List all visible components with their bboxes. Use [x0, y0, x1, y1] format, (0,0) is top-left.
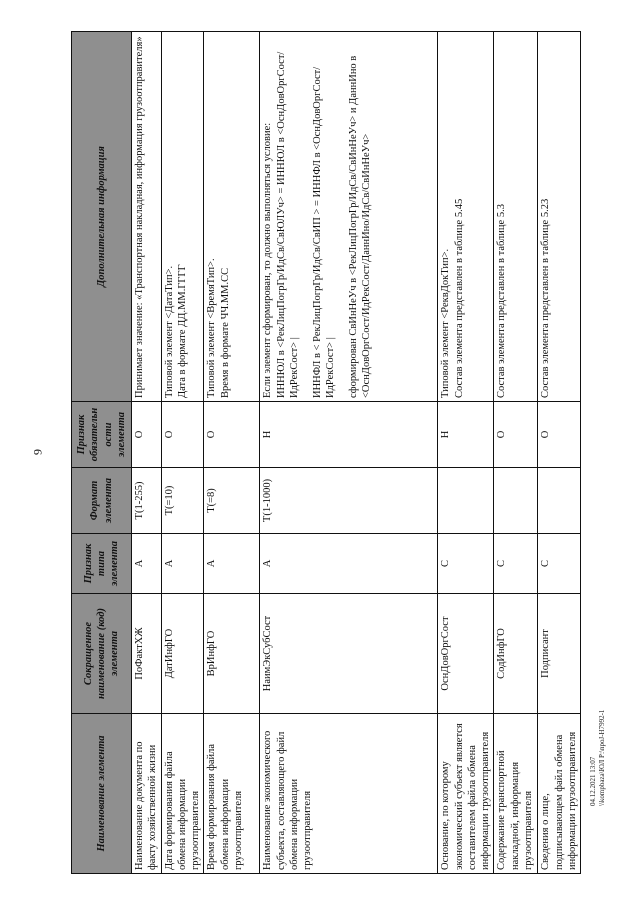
info-line: сформирован СвИнНеУч в <РекЛицПогрГр/ИдСв/СвИнНеУч> и ДаннИно в <ОснДовОргСост/ИдРекСост/ДаннИно/ИдСв/СвИнНеУч>: [348, 55, 373, 398]
info-line: Принимает значение: «Транспортная накладная, информация грузоотправителя»: [134, 36, 145, 398]
cell-format: T(1-255): [132, 468, 162, 534]
table-row: [260, 32, 438, 874]
cell-format: T(1-1000): [260, 468, 438, 534]
cell-info: [494, 32, 538, 402]
table-row: [204, 32, 260, 874]
cell-name: Время формирования файла обмена информации грузоотправителя: [204, 714, 260, 874]
cell-info: [260, 32, 438, 402]
cell-info: [438, 32, 494, 402]
table-row: [494, 32, 538, 874]
cell-name: Дата формирования файла обмена информации грузоотправителя: [162, 714, 204, 874]
cell-type: А: [162, 534, 204, 594]
table-row: [438, 32, 494, 874]
cell-type: А: [204, 534, 260, 594]
page-number: 9: [30, 449, 45, 455]
info-line: Типовой элемент <ДатаТип>.: [164, 265, 175, 398]
table-row: [162, 32, 204, 874]
cell-required: О: [162, 402, 204, 468]
info-line: Состав элемента представлен в таблице 5.3: [496, 204, 508, 398]
cell-type: А: [132, 534, 162, 594]
header-required: Признак обязательности элемента: [72, 402, 132, 468]
cell-required: О: [538, 402, 580, 468]
footer-timestamp: 04.12.2021 13:07: [588, 756, 597, 806]
header-info: Дополнительная информация: [72, 32, 132, 402]
info-line: ИННФЛ в < РекЛицПогрГр/ИдСв/СвИП > = ИННФЛ в <ОснДовОргСост/ИдРекСост> |: [311, 66, 336, 398]
cell-required: О: [132, 402, 162, 468]
cell-type: А: [260, 534, 438, 594]
cell-required: О: [494, 402, 538, 468]
table-header-row: [72, 32, 132, 874]
header-code: Сокращенное наименование (код) элемента: [72, 594, 132, 714]
cell-code: ВрИнфГО: [204, 594, 260, 714]
cell-code: НаимЭкСубСост: [260, 594, 438, 714]
cell-format: T(=10): [162, 468, 204, 534]
cell-type: С: [538, 534, 580, 594]
cell-info: [204, 32, 260, 402]
info-line: Типовой элемент <ВремяТип>.: [206, 258, 218, 398]
cell-format: T(=8): [204, 468, 260, 534]
cell-format: [494, 468, 538, 534]
cell-code: ДатИнфГО: [162, 594, 204, 714]
info-line: Если элемент сформирован, то должно выполняться условие:: [262, 122, 274, 398]
cell-info: [538, 32, 580, 402]
header-format: Формат элемента: [72, 468, 132, 534]
header-type: Признак типа элемента: [72, 534, 132, 594]
info-line: ИННЮЛ в <РекЛицПогрГр/ИдСв/СвЮЛУч> = ИННЮЛ в <ОснДовОргСост/ИдРекСост> |: [275, 51, 300, 398]
cell-info: [132, 32, 162, 402]
cell-code: ПоФактХЖ: [132, 594, 162, 714]
cell-code: СодИнфГО: [494, 594, 538, 714]
cell-required: Н: [260, 402, 438, 468]
header-name: Наименование элемента: [72, 714, 132, 874]
cell-format: [538, 468, 580, 534]
info-line: Типовой элемент <РеквДокТип>.: [440, 248, 452, 398]
info-line: Время в формате ЧЧ.ММ.СС: [219, 267, 231, 398]
info-line: Дата в формате ДД.ММ.ГГГГ: [177, 264, 189, 398]
info-line: Состав элемента представлен в таблице 5.45: [453, 198, 465, 398]
cell-name: Наименование экономического субъекта, составляющего файл обмена информации грузоотправителя: [260, 714, 438, 874]
cell-name: Сведения о лице, подписывающем файл обмена информации грузоотправителя: [538, 714, 580, 874]
print-footer: [589, 666, 607, 806]
table-row: [538, 32, 580, 874]
table-row: [132, 32, 162, 874]
cell-type: С: [438, 534, 494, 594]
rotated-table-frame: [71, 32, 578, 874]
footer-path: \\kompbaza\ЮЛ Р:\npoJ-H7992-1: [598, 709, 606, 806]
cell-required: Н: [438, 402, 494, 468]
cell-name: Основание, по которому экономический субъект является составителем файла обмена информации грузоотправителя: [438, 714, 494, 874]
info-line: Состав элемента представлен в таблице 5.23: [540, 198, 552, 398]
table-container: [71, 32, 578, 874]
cell-name: Наименование документа по факту хозяйственной жизни: [132, 714, 162, 874]
cell-code: ОснДовОргСост: [438, 594, 494, 714]
cell-name: Содержание транспортной накладной, информация грузоотправителя: [494, 714, 538, 874]
cell-type: С: [494, 534, 538, 594]
cell-info: [162, 32, 204, 402]
cell-format: [438, 468, 494, 534]
cell-required: О: [204, 402, 260, 468]
cell-code: Подписант: [538, 594, 580, 714]
elements-table: [71, 31, 581, 874]
